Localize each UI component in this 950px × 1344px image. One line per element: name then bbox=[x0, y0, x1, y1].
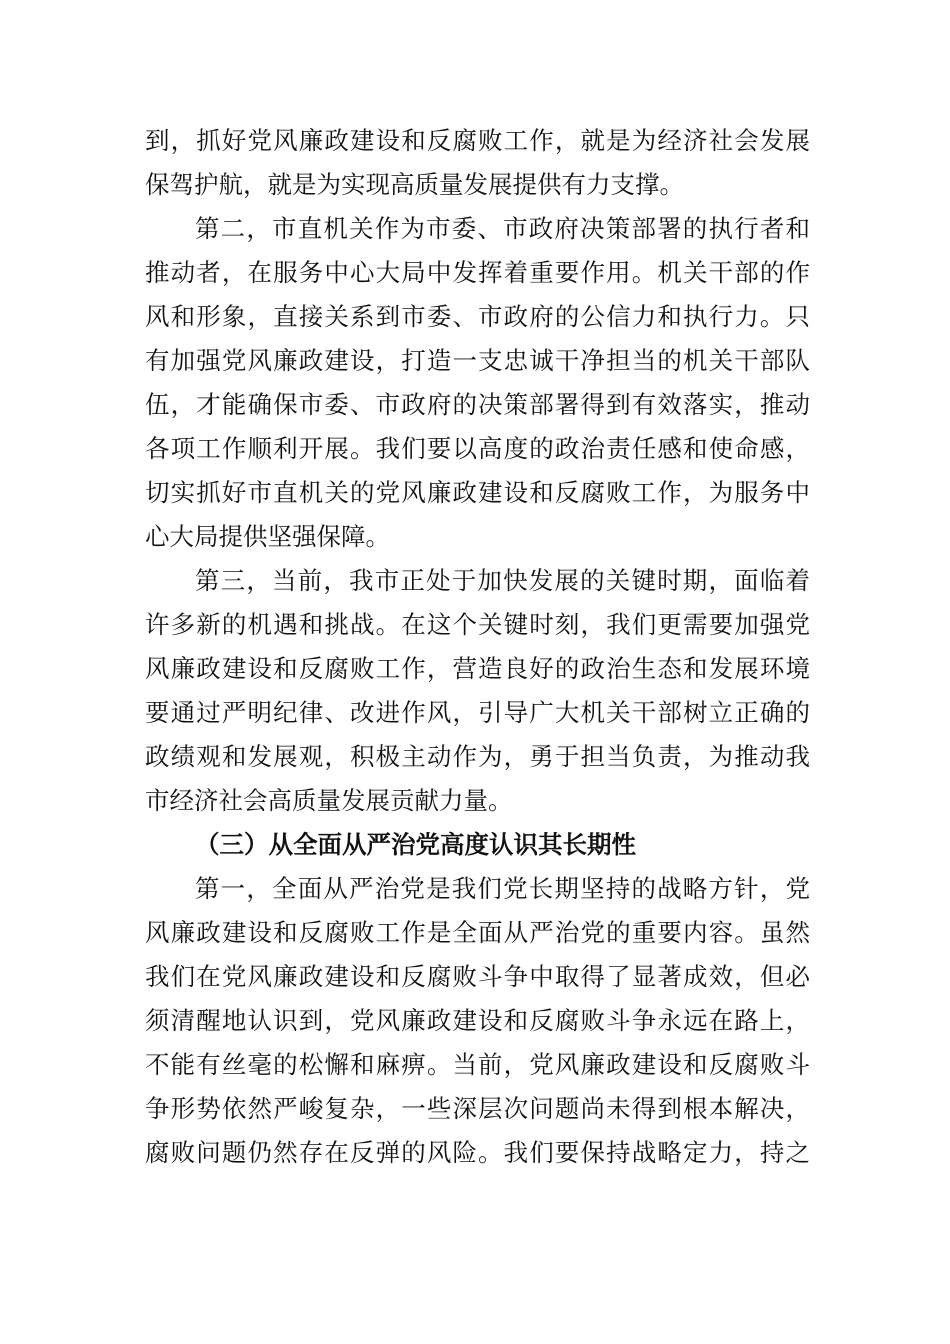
paragraph-2-line-1: 第二，市直机关作为市委、市政府决策部署的执行者和 bbox=[195, 214, 810, 243]
paragraph-4-line-2: 风廉政建设和反腐败工作是全面从严治党的重要内容。虽然 bbox=[145, 918, 810, 947]
paragraph-1-line-2: 保驾护航，就是为实现高质量发展提供有力支撑。 bbox=[145, 170, 684, 199]
paragraph-2-line-4: 有加强党风廉政建设，打造一支忠诚干净担当的机关干部队 bbox=[145, 346, 810, 375]
paragraph-2-line-8: 心大局提供坚强保障。 bbox=[145, 522, 390, 551]
paragraph-1-line-1: 到，抓好党风廉政建设和反腐败工作，就是为经济社会发展 bbox=[145, 126, 810, 155]
section-heading: （三）从全面从严治党高度认识其长期性 bbox=[195, 830, 636, 859]
paragraph-4-line-6: 争形势依然严峻复杂，一些深层次问题尚未得到根本解决， bbox=[145, 1094, 810, 1123]
paragraph-4-line-7: 腐败问题仍然存在反弹的风险。我们要保持战略定力，持之 bbox=[145, 1138, 810, 1167]
paragraph-2-line-5: 伍，才能确保市委、市政府的决策部署得到有效落实，推动 bbox=[145, 390, 810, 419]
paragraph-4-line-1: 第一，全面从严治党是我们党长期坚持的战略方针，党 bbox=[195, 874, 810, 903]
paragraph-3-line-6: 市经济社会高质量发展贡献力量。 bbox=[145, 786, 513, 815]
paragraph-3-line-1: 第三，当前，我市正处于加快发展的关键时期，面临着 bbox=[195, 566, 810, 595]
paragraph-2-line-6: 各项工作顺利开展。我们要以高度的政治责任感和使命感， bbox=[145, 434, 810, 463]
paragraph-4-line-5: 不能有丝毫的松懈和麻痹。当前，党风廉政建设和反腐败斗 bbox=[145, 1050, 810, 1079]
paragraph-3-line-5: 政绩观和发展观，积极主动作为，勇于担当负责，为推动我 bbox=[145, 742, 810, 771]
paragraph-3-line-2: 许多新的机遇和挑战。在这个关键时刻，我们更需要加强党 bbox=[145, 610, 810, 639]
paragraph-2-line-7: 切实抓好市直机关的党风廉政建设和反腐败工作，为服务中 bbox=[145, 478, 810, 507]
paragraph-4-line-3: 我们在党风廉政建设和反腐败斗争中取得了显著成效，但必 bbox=[145, 962, 810, 991]
paragraph-2-line-2: 推动者，在服务中心大局中发挥着重要作用。机关干部的作 bbox=[145, 258, 810, 287]
paragraph-3-line-4: 要通过严明纪律、改进作风，引导广大机关干部树立正确的 bbox=[145, 698, 810, 727]
paragraph-3-line-3: 风廉政建设和反腐败工作，营造良好的政治生态和发展环境 bbox=[145, 654, 810, 683]
paragraph-2-line-3: 风和形象，直接关系到市委、市政府的公信力和执行力。只 bbox=[145, 302, 810, 331]
paragraph-4-line-4: 须清醒地认识到，党风廉政建设和反腐败斗争永远在路上， bbox=[145, 1006, 810, 1035]
